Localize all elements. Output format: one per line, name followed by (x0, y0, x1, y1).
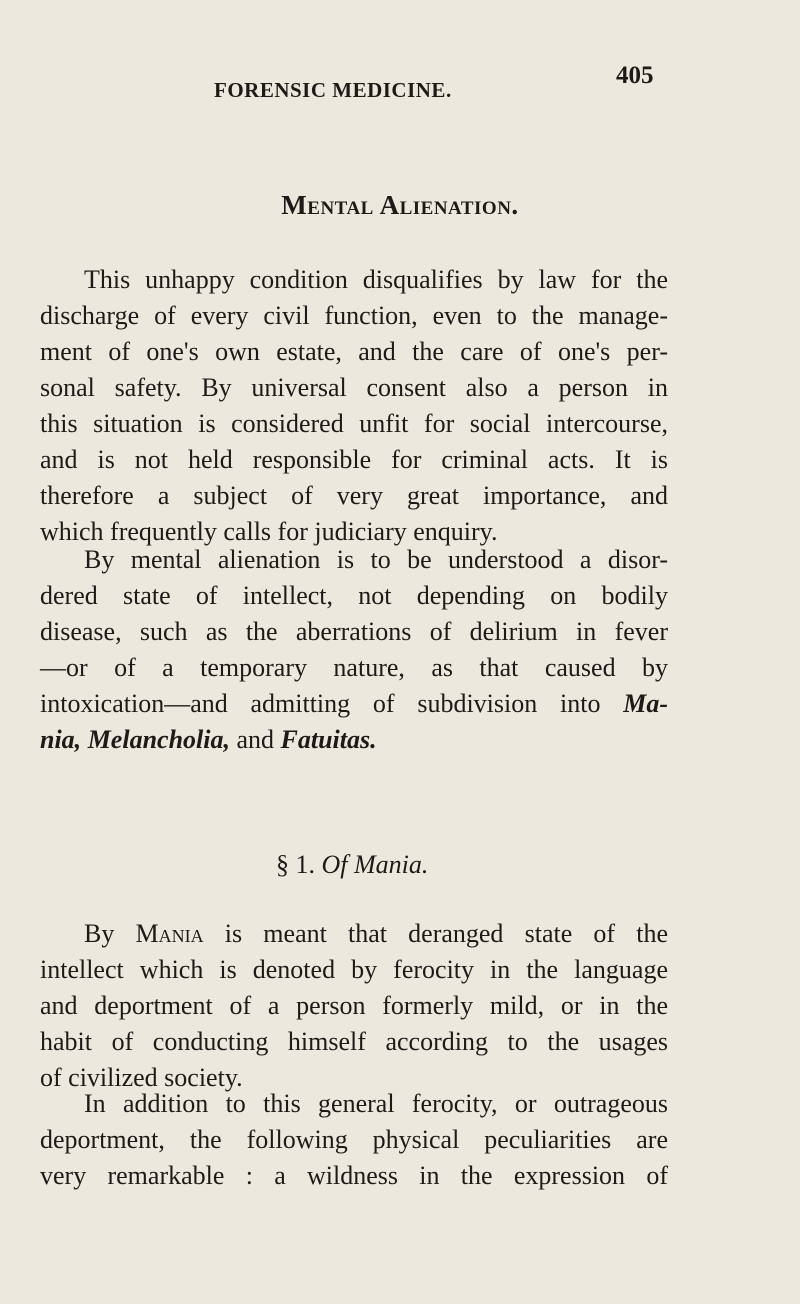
text-line (40, 916, 668, 952)
running-header-title: FORENSIC MEDICINE. (214, 78, 452, 102)
section-heading (276, 850, 428, 880)
chapter-title: Mental Alienation. (281, 190, 519, 220)
text-line: sonal safety. By universal consent also a person in (40, 373, 668, 402)
text-line: habit of conducting himself according to the usages (40, 1027, 668, 1056)
text-line: of civilized society. (40, 1063, 243, 1092)
paragraph-4 (40, 1086, 668, 1194)
paragraph-3 (40, 916, 668, 1096)
section-number: § 1. (276, 850, 315, 879)
text-line: ment of one's own estate, and the care of one's per- (40, 337, 668, 366)
text-line: very remarkable : a wildness in the expression of (40, 1161, 668, 1190)
term-mania: Ma- (623, 689, 668, 718)
text-line: intellect which is denoted by ferocity in the language (40, 955, 668, 984)
text-line: and deportment of a person formerly mild, or in the (40, 991, 668, 1020)
term-mania-continued: nia, (40, 725, 82, 754)
paragraph-2 (40, 542, 668, 758)
text-line: dered state of intellect, not depending on bodily (40, 581, 668, 610)
text-line: This unhappy condition disqualifies by law for the (84, 265, 668, 294)
text-segment: is meant that deranged state of the (224, 919, 669, 948)
text-line: In addition to this general ferocity, or outrageous (84, 1089, 668, 1118)
text-line: which frequently calls for judiciary enquiry. (40, 517, 498, 546)
term-fatuitas: Fatuitas. (280, 725, 377, 754)
text-line: By mental alienation is to be understood a disor- (84, 545, 668, 574)
text-line: therefore a subject of very great importance, and (40, 481, 668, 510)
text-line (40, 722, 668, 758)
text-line: —or of a temporary nature, as that caused by (40, 653, 668, 682)
text-segment: intoxication—and admitting of subdivision into (40, 689, 601, 718)
term-melancholia: Melancholia, (87, 725, 230, 754)
text-line: and is not held responsible for criminal acts. It is (40, 445, 668, 474)
term-mania-smallcaps: Mania (135, 919, 204, 948)
page-number: 405 (616, 62, 654, 89)
text-segment: By (84, 919, 115, 948)
section-title: Of Mania. (321, 850, 429, 879)
text-line (40, 686, 668, 722)
text-line: discharge of every civil function, even to the manage- (40, 301, 668, 330)
text-line: deportment, the following physical peculiarities are (40, 1125, 668, 1154)
text-line: disease, such as the aberrations of delirium in fever (40, 617, 668, 646)
text-segment: and (236, 725, 275, 754)
text-line: this situation is considered unfit for social intercourse, (40, 409, 668, 438)
paragraph-1 (40, 262, 668, 550)
